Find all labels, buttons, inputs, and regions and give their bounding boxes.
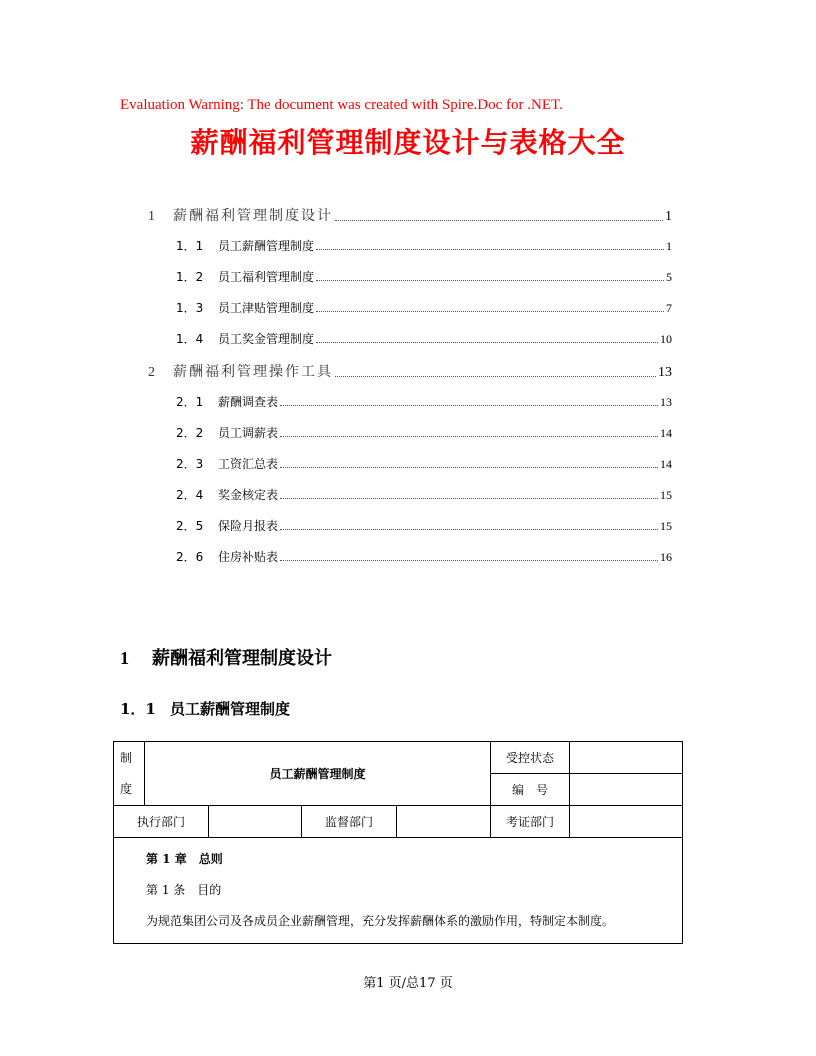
doc-number-value <box>570 774 683 806</box>
toc-entry-page: 10 <box>660 332 672 346</box>
article-heading: 第 1 条 目的 <box>146 883 222 897</box>
section-number: 1 <box>120 648 129 668</box>
toc-entry-label: 员工奖金管理制度 <box>218 332 315 346</box>
supervise-dept-label: 监督部门 <box>302 806 397 838</box>
toc-entry-label: 薪酬福利管理制度设计 <box>173 208 333 224</box>
toc-entry-label: 员工津贴管理制度 <box>218 301 315 315</box>
toc-leader-dots <box>280 560 658 561</box>
toc-entry-page: 13 <box>660 395 672 409</box>
toc-entry[interactable] <box>176 299 672 316</box>
section-heading-1 <box>120 644 332 670</box>
toc-entry-page: 1 <box>666 239 672 253</box>
toc-entry-label: 住房补贴表 <box>218 550 279 564</box>
doc-number-label: 编 号 <box>491 774 570 806</box>
toc-entry-page: 15 <box>660 519 672 533</box>
toc-entry-label: 工资汇总表 <box>218 457 279 471</box>
toc-leader-dots <box>280 467 658 468</box>
toc-entry[interactable] <box>176 517 672 534</box>
chapter-heading: 第 1 章 总则 <box>146 852 223 866</box>
controlled-status-value <box>570 742 683 774</box>
toc-entry[interactable] <box>176 548 672 565</box>
doc-type-char-1: 制 <box>120 750 133 765</box>
toc-entry-label: 员工调薪表 <box>218 426 279 440</box>
toc-entry-label: 保险月报表 <box>218 519 279 533</box>
toc-entry-number: 1 <box>148 209 155 224</box>
toc-entry[interactable] <box>148 205 672 225</box>
toc-entry-label: 员工福利管理制度 <box>218 270 315 284</box>
toc-entry[interactable] <box>176 393 672 410</box>
toc-entry-number: 1．2 <box>176 270 204 284</box>
subsection-number: 1．1 <box>120 700 156 718</box>
toc-entry-number: 1．3 <box>176 301 204 315</box>
toc-entry-label: 员工薪酬管理制度 <box>218 239 315 253</box>
supervise-dept-value <box>397 806 491 838</box>
audit-dept-label: 考证部门 <box>491 806 570 838</box>
toc-entry-number: 2．2 <box>176 426 204 440</box>
doc-type-char-2: 度 <box>120 781 133 796</box>
article-text: 为规范集团公司及各成员企业薪酬管理，充分发挥薪酬体系的激励作用，特制定本制度。 <box>146 914 615 928</box>
evaluation-warning: Evaluation Warning: The document was created with Spire.Doc for .NET. <box>120 97 563 113</box>
toc-entry-number: 2．1 <box>176 395 204 409</box>
exec-dept-label: 执行部门 <box>114 806 209 838</box>
section-heading-1-1 <box>120 698 290 719</box>
toc-leader-dots <box>316 342 658 343</box>
policy-header-table <box>113 741 683 944</box>
toc-leader-dots <box>280 498 658 499</box>
toc-entry-page: 16 <box>660 550 672 564</box>
toc-entry[interactable] <box>176 424 672 441</box>
doc-type-cell <box>114 742 145 806</box>
section-title: 薪酬福利管理制度设计 <box>152 648 332 669</box>
toc-entry[interactable] <box>176 237 672 254</box>
policy-body-cell <box>114 838 683 944</box>
toc-entry-number: 1．1 <box>176 239 204 253</box>
toc-entry-number: 2．6 <box>176 550 204 564</box>
page-footer: 第1 页/总17 页 <box>363 976 453 991</box>
toc-entry[interactable] <box>176 268 672 285</box>
toc-entry-number: 1．4 <box>176 332 204 346</box>
toc-leader-dots <box>280 529 658 530</box>
toc-entry[interactable] <box>176 486 672 503</box>
toc-entry-number: 2．3 <box>176 457 204 471</box>
policy-title-cell: 员工薪酬管理制度 <box>145 742 491 806</box>
toc-entry-page: 7 <box>666 301 672 315</box>
toc-entry-page: 1 <box>665 209 672 224</box>
toc-leader-dots <box>335 220 663 221</box>
toc-leader-dots <box>316 249 664 250</box>
toc-leader-dots <box>280 436 658 437</box>
toc-entry[interactable] <box>176 455 672 472</box>
toc-entry-page: 14 <box>660 426 672 440</box>
toc-leader-dots <box>335 376 656 377</box>
toc-leader-dots <box>316 311 664 312</box>
toc-entry-label: 薪酬调查表 <box>218 395 279 409</box>
controlled-status-label: 受控状态 <box>491 742 570 774</box>
toc-entry-label: 薪酬福利管理操作工具 <box>173 364 333 380</box>
toc-leader-dots <box>280 405 658 406</box>
toc-entry-label: 奖金核定表 <box>218 488 279 502</box>
toc-entry-page: 15 <box>660 488 672 502</box>
toc-leader-dots <box>316 280 664 281</box>
toc-entry-page: 14 <box>660 457 672 471</box>
toc-entry-number: 2．5 <box>176 519 204 533</box>
audit-dept-value <box>570 806 683 838</box>
exec-dept-value <box>209 806 302 838</box>
subsection-title: 员工薪酬管理制度 <box>170 700 291 718</box>
toc-entry-number: 2 <box>148 365 155 380</box>
toc-entry[interactable] <box>148 361 672 381</box>
toc-entry-page: 13 <box>658 365 672 380</box>
toc-entry-page: 5 <box>666 270 672 284</box>
toc-entry[interactable] <box>176 330 672 347</box>
toc-entry-number: 2．4 <box>176 488 204 502</box>
document-title: 薪酬福利管理制度设计与表格大全 <box>190 126 626 159</box>
